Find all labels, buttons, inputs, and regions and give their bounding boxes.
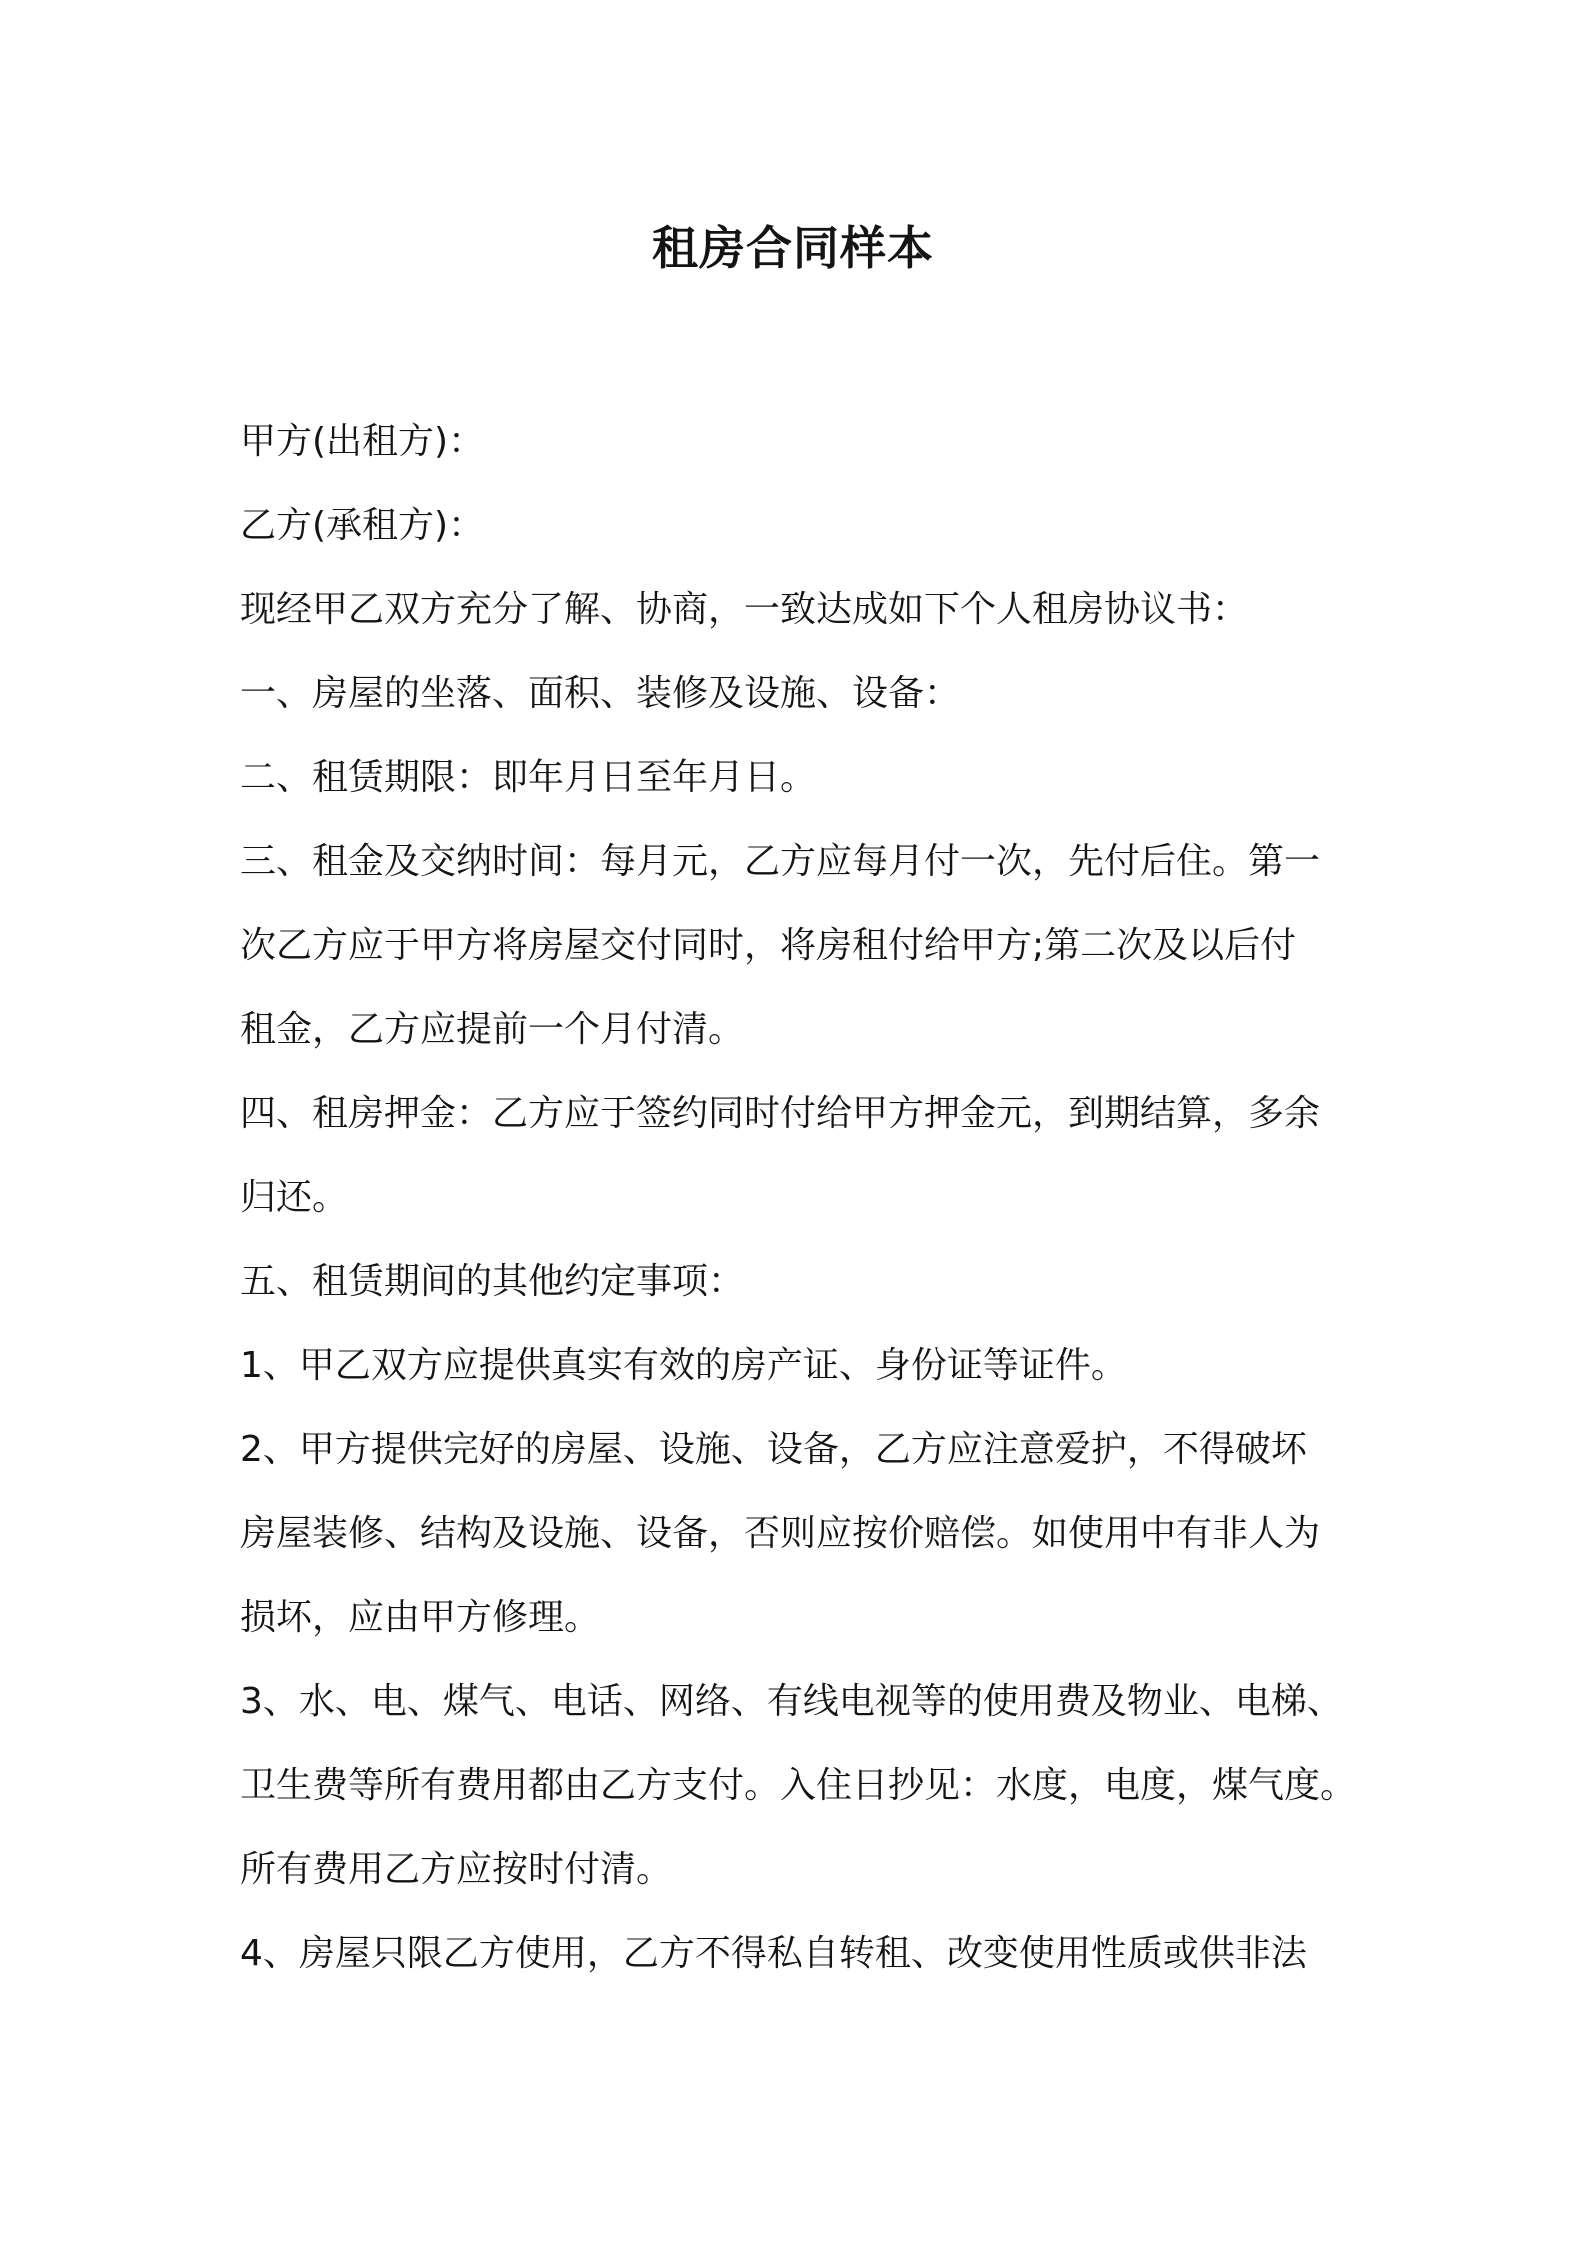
item-2-line-1: 2、甲方提供完好的房屋、设施、设备，乙方应注意爱护，不得破坏 xyxy=(240,1429,1307,1470)
clause-1-line: 一、房屋的坐落、面积、装修及设施、设备： xyxy=(240,673,961,714)
clause-4-line-1: 四、租房押金：乙方应于签约同时付给甲方押金元，到期结算，多余 xyxy=(240,1093,1321,1134)
clause-3-line-2: 次乙方应于甲方将房屋交付同时，将房租付给甲方;第二次及以后付 xyxy=(240,925,1297,966)
party-a-line: 甲方(出租方)： xyxy=(240,421,485,462)
document-title: 租房合同样本 xyxy=(652,221,934,275)
item-2-line-2: 房屋装修、结构及设施、设备，否则应按价赔偿。如使用中有非人为 xyxy=(240,1513,1321,1554)
item-2-line-3: 损坏，应由甲方修理。 xyxy=(240,1597,601,1638)
clause-2-line: 二、租赁期限：即年月日至年月日。 xyxy=(240,757,817,798)
contract-body xyxy=(240,400,1370,1996)
clause-5-heading: 五、租赁期间的其他约定事项： xyxy=(240,1261,745,1302)
clause-4-line-2: 归还。 xyxy=(240,1177,349,1218)
item-3-line-3: 所有费用乙方应按时付清。 xyxy=(240,1849,673,1890)
party-b-line: 乙方(承租方)： xyxy=(240,505,485,546)
item-1-line: 1、甲乙双方应提供真实有效的房产证、身份证等证件。 xyxy=(240,1345,1127,1386)
agreement-intro-line: 现经甲乙双方充分了解、协商，一致达成如下个人租房协议书： xyxy=(240,589,1249,630)
clause-3-line-1: 三、租金及交纳时间：每月元，乙方应每月付一次，先付后住。第一 xyxy=(240,841,1321,882)
item-4-line-1: 4、房屋只限乙方使用，乙方不得私自转租、改变使用性质或供非法 xyxy=(240,1933,1307,1974)
item-3-line-2: 卫生费等所有费用都由乙方支付。入住日抄见：水度，电度，煤气度。 xyxy=(240,1765,1357,1806)
clause-3-line-3: 租金，乙方应提前一个月付清。 xyxy=(240,1009,745,1050)
item-3-line-1: 3、水、电、煤气、电话、网络、有线电视等的使用费及物业、电梯、 xyxy=(240,1681,1343,1722)
